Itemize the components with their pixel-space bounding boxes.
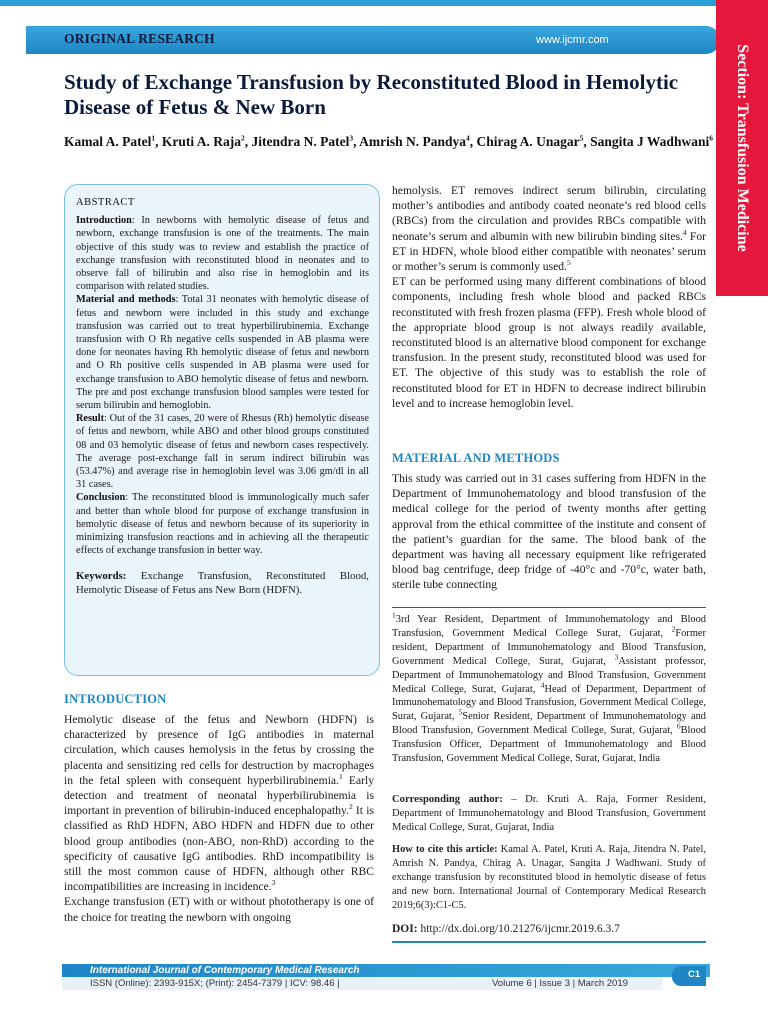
- abstract-box: [64, 184, 380, 676]
- author-name: Jitendra N. Patel: [251, 134, 350, 149]
- abstract-heading: ABSTRACT: [76, 197, 135, 208]
- page-number: C1: [688, 969, 701, 980]
- affiliations: $^1$3rd Year Resident, Department of Immunohematology and Blood Transfusion, Government Medical College Surat, Gujarat, $^2$Former resident, Department of Immunohematology and Blood Transfusion, Government Medical College, Surat, Gujarat, $^3$Assistant professor, Department of Immunohematology and Blood Transfusion, Government Medical College, Surat, Gujarat, $^4$Head of Department, Department of Immunohematology and Blood Transfusion, Government Medical College, Surat, Gujarat, $^5$Senior Resident, Department of Immunohematology and Blood Transfusion, Government Medical College, Surat, Gujarat, $^6$Blood Transfusion Officer, Department of Immunohematology and Blood Transfusion, Government Medical College, Surat, Gujarat, India: [392, 610, 707, 765]
- author-affiliation-marker: 3: [349, 133, 354, 143]
- author-separator: ,: [155, 134, 162, 149]
- author-name: Amrish N. Pandya: [359, 134, 467, 149]
- top-accent-strip: [0, 0, 716, 6]
- abstract-introduction: Introduction: In newborns with hemolytic disease of fetus and newborn, exchange transfusion is one of the treatments. The main objective of this study was to review and establish the practice of exchange transfusion with reconstituted blood in neonates and to observe fall of bilirubin and also rise in hemoglobin and its comparison with related studies.: [76, 215, 369, 293]
- author-affiliation-marker: 6: [709, 133, 713, 143]
- abstract-methods: Material and methods: Total 31 neonates with hemolytic disease of fetus and newborn were included in this study and exchange transfusion was carried out to treat hyperbilirubinemia. Exchange transfusion with O Rh negative cells suspended in AB plasma were done for neonates having Rh hemolytic disease of fetus and newborn and O Rh positive cells suspended in AB plasma were used for exchange transfusion to ABO hemolytic disease of fetus and newborn. The pre and post exchange transfusion blood samples were tested for serum bilirubin and hemoglobin.: [76, 294, 369, 412]
- author-affiliation-marker: 4: [466, 133, 470, 143]
- author-separator: ,: [469, 134, 477, 149]
- abstract-conclusion: Conclusion: The reconstituted blood is immunologically much safer and better than whole blood for purpose of exchange transfusion in hemolytic disease of fetus and newborn because of its superiority in minimizing transfusion reactions and in achieving all the therapeutic effects of exchange transfusion in better way.: [76, 492, 369, 557]
- author-name: Kruti A. Raja: [161, 134, 241, 149]
- footer-volume: Volume 6 | Issue 3 | March 2019: [492, 978, 628, 989]
- introduction-body: Hemolytic disease of the fetus and Newborn (HDFN) is characterized by presence of IgG antibodies in maternal circulation, which causes hemolysis in the fetus by crossing the placenta and sensitizing red cells for destruction by macrophages in the fetal spleen with consequent hyperbilirubinemia.$^1$ Early detection and treatment of neonatal hyperbilirubinemia is important in prevention of bilirubin-induced encephalopathy.$^2$ It is classified as RhD HDFN, ABO HDFN and HDFN due to other blood group antibodies (non-ABO, non-RhD) according to the specificity of causative IgG antibodies. RhD incompatibility is still the most common cause of HDFN, although other RBC incompatibilities are increasing in incidence.$^3$ Exchange transfusion (ET) with or without phototherapy is one of the choice for treating the newborn with ongoing: [64, 713, 374, 924]
- footer-issn: ISSN (Online): 2393-915X; (Print): 2454-7379 | ICV: 98.46 |: [90, 978, 340, 989]
- section-label: Section: Transfusion Medicine: [734, 44, 751, 252]
- footnote-divider: [392, 607, 706, 608]
- methods-heading: MATERIAL AND METHODS: [392, 451, 560, 465]
- corresponding-author: Corresponding author: – Dr. Kruti A. Raja, Former Resident, Department of Immunohematology and Blood Transfusion, Government Medical College, Surat, Gujarat, India: [392, 794, 706, 833]
- abstract-result: Result: Out of the 31 cases, 20 were of Rhesus (Rh) hemolytic disease of fetus and newborn, while ABO and other blood groups constituted 08 and 03 hemolytic disease of fetus and newborn cases respectively. The average post-exchange fall in serum indirect bilirubin was (53.47%) and average rise in hemoglobin level was 3.06 gm/dl in all 31 cases.: [76, 413, 369, 491]
- column2-intro-continued: hemolysis. ET removes indirect serum bilirubin, circulating mother’s antibodies and antibody coated neonate’s red blood cells (RBCs) from the circulation and provides RBCs compatible with neonate’s serum and albumin with new bilirubin binding sites.$^4$ For ET in HDFN, whole blood either compatible with neonates’ serum or mother’s serum is commonly used.$^5$ ET can be performed using many different combinations of blood components, including fresh whole blood and packed RBCs reconstituted with fresh frozen plasma (FFP). Fresh whole blood of the appropriate blood group is not always readily available, reconstituted blood is an alternative blood component for exchange transfusion. In the present study, reconstituted blood was used for ET. The objective of this study was to establish the role of reconstituted blood for ET in HDFN to decrease indirect bilirubin level and to increase hemoglobin level.: [392, 184, 706, 410]
- journal-url[interactable]: www.ijcmr.com: [536, 34, 609, 46]
- author-list: [64, 133, 714, 150]
- doi-link[interactable]: http://dx.doi.org/10.21276/ijcmr.2019.6.3.7: [417, 923, 620, 935]
- author-name: Kamal A. Patel: [64, 134, 152, 149]
- author-separator: ,: [583, 134, 591, 149]
- article-type-label: ORIGINAL RESEARCH: [64, 31, 215, 46]
- author-affiliation-marker: 2: [241, 133, 245, 143]
- page-number-badge: [672, 966, 706, 986]
- author-affiliation-marker: 5: [579, 133, 584, 143]
- methods-body: This study was carried out in 31 cases suffering from HDFN in the Department of Immunohematology and blood transfusion of the medical college for the period of twenty months after getting approval from the ethical committee of the institute and consent of the patient’s guardian for the same. The blood bank of the department was having all necessary equipment like refrigerated blood bag centrifuge, deep fridge of -40°c and -70°c, water bath, sterile tube connecting: [392, 472, 706, 592]
- how-to-cite: How to cite this article: Kamal A. Patel, Kruti A. Raja, Jitendra N. Patel, Amrish N. Pandya, Chirag A. Unagar, Sangita J Wadhwani. Study of exchange transfusion by reconstituted blood in hemolytic disease of fetus and new born. International Journal of Contemporary Medical Research 2019;6(3):C1-C5.: [392, 844, 706, 911]
- doi-underline: [392, 941, 706, 943]
- author-name: Sangita J Wadhwani: [590, 134, 710, 149]
- introduction-heading: INTRODUCTION: [64, 692, 167, 706]
- column2-paragraph-2: ET can be performed using many different combinations of blood components, including fresh whole blood and packed RBCs reconstituted with fresh frozen plasma (FFP). Fresh whole blood of the appropriate blood group is not always readily available, reconstituted blood is an alternative blood component for exchange transfusion. In the present study, reconstituted blood was used for ET. The objective of this study was to establish the role of reconstituted blood for ET in HDFN to decrease indirect bilirubin level and to increase hemoglobin level.: [392, 275, 706, 410]
- author-separator: ,: [244, 134, 252, 149]
- doi-line: DOI: http://dx.doi.org/10.21276/ijcmr.2019.6.3.7: [392, 923, 620, 935]
- introduction-paragraph-2: Exchange transfusion (ET) with or without phototherapy is one of the choice for treating the newborn with ongoing: [64, 895, 374, 924]
- footer-journal-name: International Journal of Contemporary Medical Research: [90, 965, 360, 976]
- abstract-keywords: Keywords: Exchange Transfusion, Reconstituted Blood, Hemolytic Disease of Fetus ans New Born (HDFN).: [76, 570, 369, 597]
- author-name: Chirag A. Unagar: [476, 134, 580, 149]
- article-title: Study of Exchange Transfusion by Reconstituted Blood in Hemolytic Disease of Fetus & New Born: [64, 70, 679, 119]
- author-affiliation-marker: 1: [151, 133, 156, 143]
- author-separator: ,: [353, 134, 360, 149]
